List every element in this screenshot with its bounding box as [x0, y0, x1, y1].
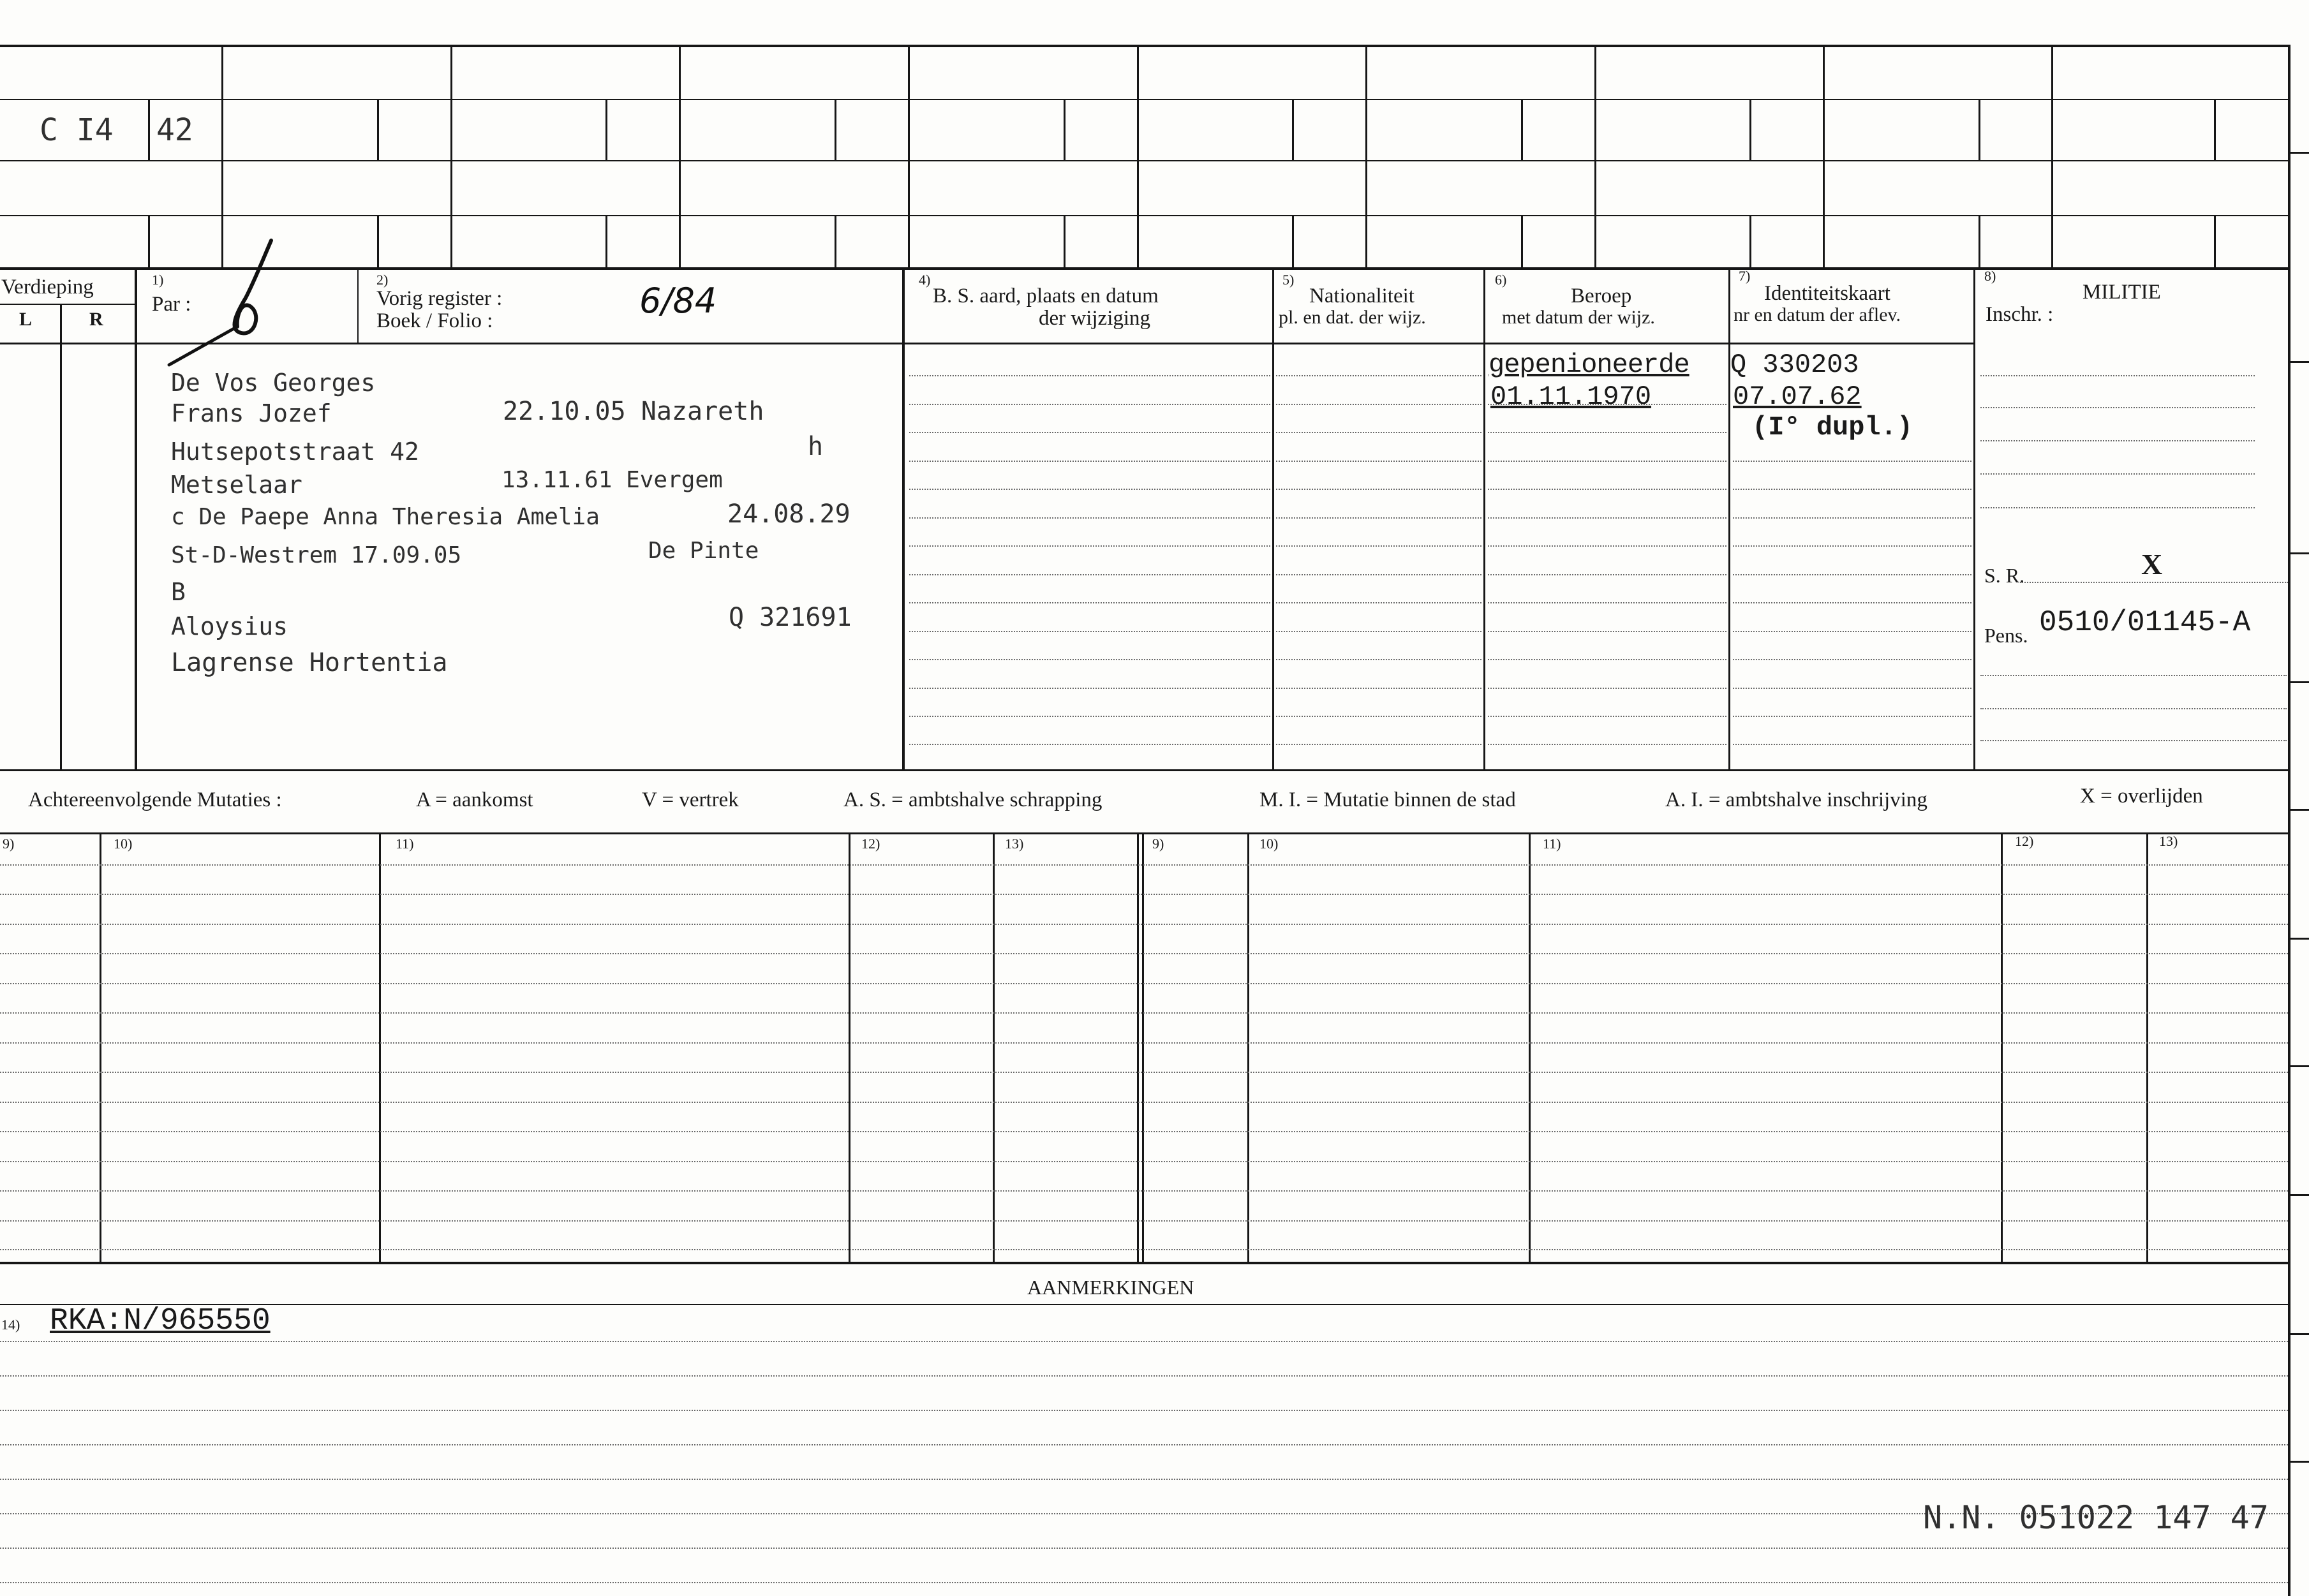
person-given-names: Frans Jozef [171, 399, 332, 427]
rule-line [1488, 545, 1726, 547]
top-grid-tick [835, 99, 836, 160]
bs-header-line2: der wijziging [1039, 307, 1151, 330]
top-grid-col [1594, 46, 1596, 269]
top-grid-tick [1521, 215, 1523, 269]
legend-title: Achtereenvolgende Mutaties : [28, 788, 282, 811]
mutation-row-line [0, 1072, 2288, 1073]
beroep-value: gepenioneerde [1489, 350, 1689, 380]
mutation-col-header: 9) [1152, 836, 1164, 852]
rule-line [1276, 659, 1481, 660]
mutation-row-line [0, 1161, 2288, 1162]
rule-line [1733, 744, 1971, 745]
remarks-line [0, 1444, 2288, 1445]
rule-line [1276, 574, 1481, 575]
mutation-col-header: 12) [861, 836, 880, 852]
top-grid-col [1823, 46, 1825, 269]
person-address: Hutsepotstraat 42 [171, 438, 419, 466]
footnote-6: 6) [1495, 272, 1507, 288]
inschr-label: Inschr. : [1986, 303, 2054, 326]
rule-line [1488, 461, 1726, 462]
top-grid-tick [1521, 99, 1523, 160]
rule-line [1980, 675, 2287, 676]
mutation-row-line [0, 1102, 2288, 1103]
col-divider-l [60, 304, 62, 769]
top-grid-tick [1979, 99, 1980, 160]
sr-label: S. R. [1984, 564, 2025, 587]
legend-vertrek: V = vertrek [642, 788, 739, 811]
rule-line [909, 574, 1270, 575]
mutation-row-line [0, 894, 2288, 895]
mutation-col-header: 11) [1543, 836, 1561, 852]
rule-line [1488, 517, 1726, 519]
mutation-col [379, 833, 381, 1262]
legend-mutatie: M. I. = Mutatie binnen de stad [1259, 788, 1516, 811]
top-grid-tick [1292, 99, 1294, 160]
rule-line [909, 744, 1270, 745]
rule-line [1980, 740, 2287, 741]
rule-line [909, 602, 1270, 603]
top-grid-col [1137, 46, 1139, 269]
remarks-title-line [0, 1304, 2288, 1305]
mutation-col-header: 10) [114, 836, 133, 852]
mutation-row-line [0, 1190, 2288, 1192]
boek-folio-label: Boek / Folio : [376, 309, 493, 332]
rule-line [1488, 744, 1726, 745]
rule-line [1488, 688, 1726, 689]
rule-line [909, 545, 1270, 547]
mutation-col-header: 13) [1005, 836, 1024, 852]
top-grid-line [0, 99, 2288, 100]
edge-tick [2290, 361, 2309, 363]
rule-line [909, 432, 1270, 433]
top-grid-tick [1292, 215, 1294, 269]
top-grid-tick [148, 99, 150, 160]
rule-line [1276, 631, 1481, 632]
mutation-row-line [0, 953, 2288, 954]
beroep-header-line1: Beroep [1571, 284, 1632, 307]
rule-line [1276, 688, 1481, 689]
rule-line [909, 461, 1270, 462]
rule-line [909, 688, 1270, 689]
par-label: Par : [152, 293, 191, 316]
mutation-bottom-line [0, 1262, 2288, 1264]
body-bottom-line [0, 769, 2288, 771]
sr-dotted-line [2020, 582, 2288, 583]
rule-line [1276, 517, 1481, 519]
person-spouse: c De Paepe Anna Theresia Amelia [171, 504, 600, 530]
rule-line [1276, 489, 1481, 490]
mutation-col [1137, 833, 1139, 1262]
top-grid-col [221, 46, 223, 269]
col-divider-8 [1973, 269, 1975, 771]
identiteitskaart-header-line1: Identiteitskaart [1764, 282, 1890, 305]
top-grid-col [1365, 46, 1367, 269]
top-grid-tick [835, 215, 836, 269]
rule-line [1733, 602, 1971, 603]
col-divider-6 [1483, 269, 1485, 771]
top-grid-col [908, 46, 910, 269]
person-spouse-birthplace: St-D-Westrem 17.09.05 [171, 542, 462, 568]
edge-tick [2290, 809, 2309, 811]
rule-line [1276, 432, 1481, 433]
edge-tick [2290, 152, 2309, 154]
footnote-1: 1) [152, 272, 164, 288]
edge-tick [2290, 552, 2309, 554]
mutation-col-header: 13) [2159, 833, 2178, 849]
rule-line [909, 404, 1270, 405]
mutation-col [2146, 833, 2148, 1262]
person-other-name: Lagrense Hortentia [171, 648, 448, 677]
rule-line [1980, 375, 2255, 376]
rule-line [1276, 716, 1481, 717]
beroep-header-line2: met datum der wijz. [1502, 307, 1655, 328]
rule-line [1488, 659, 1726, 660]
floor-l-label: L [19, 309, 33, 330]
nationaliteit-header-line2: pl. en dat. der wijz. [1279, 307, 1426, 328]
edge-tick [2290, 938, 2309, 940]
edge-tick [2290, 1194, 2309, 1196]
top-grid-col [450, 46, 452, 269]
legend-overlijden: X = overlijden [2080, 785, 2203, 808]
mutation-row-line [0, 1012, 2288, 1014]
mutation-col [1529, 833, 1531, 1262]
col-divider-7 [1728, 269, 1730, 771]
pens-value: 0510/01145-A [2039, 606, 2251, 639]
person-child-code: Q 321691 [729, 603, 852, 632]
rule-line [1488, 602, 1726, 603]
rule-line [1733, 688, 1971, 689]
footnote-4: 4) [919, 272, 931, 288]
bs-header-line1: B. S. aard, plaats en datum [933, 284, 1159, 307]
remarks-line [0, 1548, 2288, 1549]
top-grid-line [0, 160, 2288, 161]
remarks-line [0, 1375, 2288, 1377]
mutation-row-line [0, 864, 2288, 866]
rule-line [1733, 716, 1971, 717]
sr-value: X [2141, 548, 2163, 580]
rule-line [1488, 716, 1726, 717]
top-grid-tick [148, 215, 150, 269]
rule-line [909, 375, 1270, 376]
rule-line [1980, 708, 2287, 709]
rule-line [1488, 574, 1726, 575]
right-border [2288, 45, 2290, 1596]
id-card-note: (I° dupl.) [1752, 412, 1913, 443]
top-grid-tick [1979, 215, 1980, 269]
header-bottom-line [0, 343, 1974, 344]
card-number: 42 [156, 112, 193, 148]
top-grid-tick [605, 215, 607, 269]
beroep-date: 01.11.1970 [1490, 381, 1652, 412]
rule-line [1276, 602, 1481, 603]
nationaliteit-header-line1: Nationaliteit [1309, 284, 1414, 307]
rule-line [909, 489, 1270, 490]
top-grid-line [0, 215, 2288, 216]
rule-line [1488, 432, 1726, 433]
mutation-row-line [0, 983, 2288, 984]
top-border [0, 45, 2290, 47]
footnote-8: 8) [1984, 268, 1996, 284]
mutation-row-line [0, 1131, 2288, 1132]
edge-tick [2290, 1333, 2309, 1335]
mutation-row-line [0, 1220, 2288, 1222]
legend-schrapping: A. S. = ambtshalve schrapping [843, 788, 1103, 811]
rule-line [1488, 631, 1726, 632]
mutation-col [993, 833, 995, 1262]
rule-line [1733, 545, 1971, 547]
person-birth: 22.10.05 Nazareth [503, 397, 764, 426]
register-value: 6/84 [639, 281, 717, 321]
mutation-col-header: 9) [3, 836, 15, 852]
rule-line [1733, 659, 1971, 660]
mutation-row-line [0, 1042, 2288, 1044]
top-grid-tick [1064, 99, 1065, 160]
handwritten-mark [166, 237, 293, 371]
footnote-14: 14) [1, 1317, 20, 1333]
col-divider-r [135, 269, 137, 771]
top-grid-tick [1749, 215, 1751, 269]
top-grid-col [2051, 46, 2053, 269]
rule-line [1733, 489, 1971, 490]
mutation-col-header: 11) [396, 836, 414, 852]
id-card-date: 07.07.62 [1733, 381, 1862, 412]
rule-line [1276, 375, 1481, 376]
militie-header: MILITIE [2083, 281, 2161, 304]
mutation-col [1142, 833, 1144, 1262]
remarks-line [0, 1410, 2288, 1411]
footnote-5: 5) [1282, 272, 1295, 288]
mutation-col [2001, 833, 2003, 1262]
person-arrival: 13.11.61 Evergem [501, 467, 723, 493]
footnote-2: 2) [376, 272, 389, 288]
person-status-b: B [171, 578, 186, 606]
top-grid-tick [2214, 215, 2216, 269]
id-card-number: Q 330203 [1730, 350, 1859, 380]
rule-line [1733, 574, 1971, 575]
mutation-col-header: 12) [2015, 833, 2034, 849]
top-grid-tick [605, 99, 607, 160]
rule-line [1980, 473, 2255, 475]
footnote-7: 7) [1739, 268, 1751, 284]
top-grid-tick [1064, 215, 1065, 269]
rule-line [909, 659, 1270, 660]
legend-aankomst: A = aankomst [416, 788, 533, 811]
edge-tick [2290, 681, 2309, 683]
rule-line [909, 517, 1270, 519]
rule-line [1980, 507, 2255, 508]
person-child-name: Aloysius [171, 612, 288, 640]
header-top-line [0, 267, 2288, 270]
top-grid-tick [377, 215, 379, 269]
remarks-line [0, 1582, 2288, 1583]
pens-label: Pens. [1984, 624, 2028, 647]
mutation-col-header: 10) [1259, 836, 1279, 852]
col-divider-5 [1272, 269, 1274, 771]
top-grid-tick [377, 99, 379, 160]
identiteitskaart-header-line2: nr en datum der aflev. [1734, 304, 1901, 325]
edge-tick [2290, 1461, 2309, 1463]
col-divider-4 [902, 269, 905, 771]
verdieping-label: Verdieping [1, 276, 94, 299]
verdieping-divider [0, 304, 136, 305]
rule-line [909, 716, 1270, 717]
remarks-title: AANMERKINGEN [1027, 1276, 1194, 1299]
mutation-col [849, 833, 850, 1262]
rule-line [1733, 517, 1971, 519]
rule-line [1980, 440, 2255, 441]
top-grid-tick [1749, 99, 1751, 160]
mutation-col [100, 833, 101, 1262]
top-grid-col [679, 46, 681, 269]
person-spouse-birthdate: 24.08.29 [727, 499, 850, 529]
mutation-top-line [0, 832, 2288, 834]
rule-line [1276, 461, 1481, 462]
vorig-register-label: Vorig register : [376, 287, 503, 310]
rule-line [1733, 631, 1971, 632]
rule-line [1980, 407, 2255, 408]
person-surname-given: De Vos Georges [171, 369, 376, 397]
person-spouse-death: De Pinte [648, 538, 759, 564]
rule-line [1276, 404, 1481, 405]
col-divider-vorig [357, 269, 359, 344]
floor-r-label: R [89, 309, 103, 330]
card-series-code: C I4 [40, 112, 114, 148]
person-profession: Metselaar [171, 471, 302, 499]
rule-line [1733, 461, 1971, 462]
rule-line [1488, 489, 1726, 490]
rule-line [909, 631, 1270, 632]
top-grid-tick [2214, 99, 2216, 160]
mutation-row-line [0, 1249, 2288, 1250]
person-household-flag: h [808, 432, 824, 461]
legend-inschrijving: A. I. = ambtshalve inschrijving [1665, 788, 1927, 811]
rule-line [1276, 545, 1481, 547]
remarks-line [0, 1479, 2288, 1480]
remarks-line [0, 1341, 2288, 1342]
mutation-row-line [0, 924, 2288, 925]
edge-tick [2290, 1065, 2309, 1067]
rule-line [1276, 744, 1481, 745]
mutation-col [1247, 833, 1249, 1262]
rka-number: RKA:N/965550 [50, 1304, 271, 1338]
national-number: N.N. 051022 147 47 [1923, 1499, 2269, 1536]
